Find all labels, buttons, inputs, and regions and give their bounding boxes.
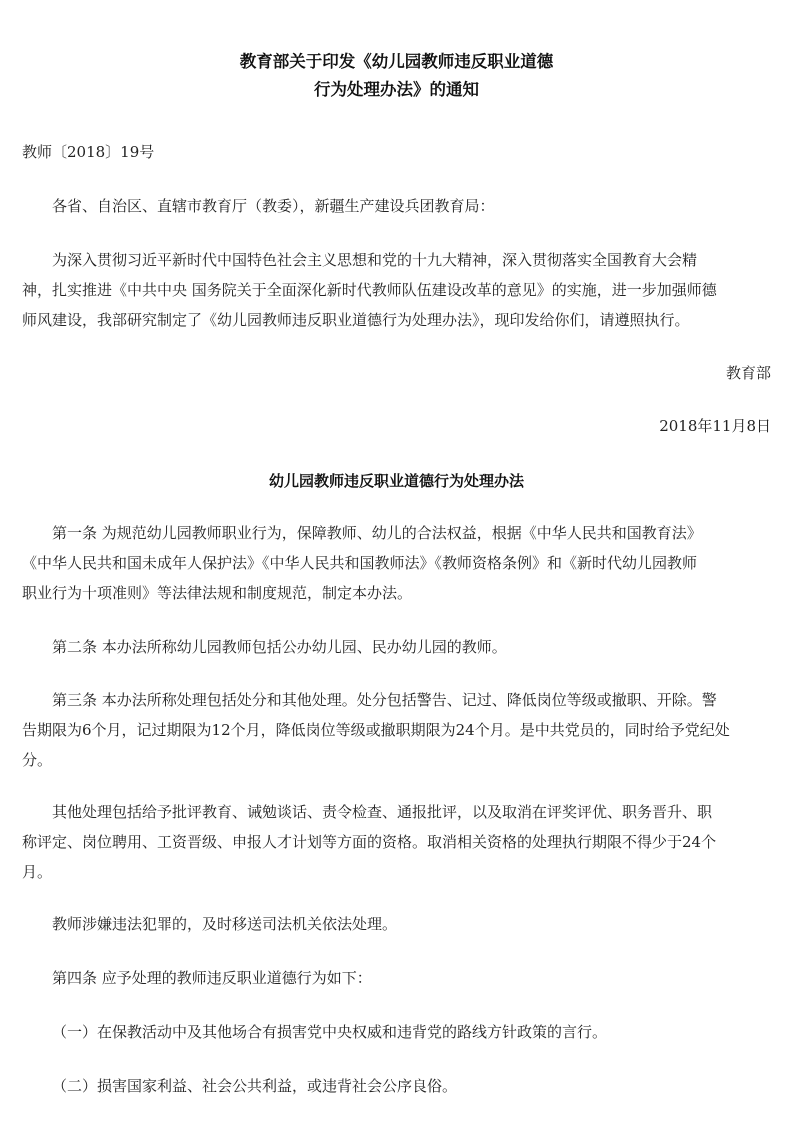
article-1-line: 第一条 为规范幼儿园教师职业行为，保障教师、幼儿的合法权益，根据《中华人民共和国教育法》 bbox=[52, 524, 702, 542]
article-1-line: 职业行为十项准则》等法律法规和制度规范，制定本办法。 bbox=[22, 584, 413, 602]
intro-paragraph-line: 师风建设，我部研究制定了《幼儿园教师违反职业道德行为处理办法》，现印发给你们，请遵照执行。 bbox=[22, 311, 690, 329]
criminal-referral-note: 教师涉嫌违法犯罪的，及时移送司法机关依法处理。 bbox=[52, 915, 398, 933]
article-1-line: 《中华人民共和国未成年人保护法》《中华人民共和国教师法》《教师资格条例》和《新时代幼儿园教师 bbox=[22, 554, 698, 572]
issue-date: 2018年11月8日 bbox=[659, 417, 771, 435]
intro-paragraph-line: 为深入贯彻习近平新时代中国特色社会主义思想和党的十九大精神，深入贯彻落实全国教育大会精 bbox=[52, 251, 698, 269]
article-4-item-2: （二）损害国家利益、社会公共利益，或违背社会公序良俗。 bbox=[52, 1077, 458, 1095]
issuer-signature: 教育部 bbox=[725, 364, 771, 382]
other-handling-line: 称评定、岗位聘用、工资晋级、申报人才计划等方面的资格。取消相关资格的处理执行期限不得少于24个 bbox=[22, 833, 717, 851]
notice-title-line-1: 教育部关于印发《幼儿园教师违反职业道德 bbox=[239, 52, 554, 71]
article-2: 第二条 本办法所称幼儿园教师包括公办幼儿园、民办幼儿园的教师。 bbox=[52, 638, 507, 656]
article-3-line: 第三条 本办法所称处理包括处分和其他处理。处分包括警告、记过、降低岗位等级或撤职、开除。警 bbox=[52, 691, 717, 709]
notice-title-line-2: 行为处理办法》的通知 bbox=[314, 80, 479, 99]
salutation: 各省、自治区、直辖市教育厅（教委），新疆生产建设兵团教育局： bbox=[52, 197, 495, 215]
document-number: 教师〔2018〕19号 bbox=[22, 143, 155, 161]
other-handling-line: 月。 bbox=[22, 863, 53, 881]
other-handling-line: 其他处理包括给予批评教育、诫勉谈话、责令检查、通报批评，以及取消在评奖评优、职务晋升、职 bbox=[52, 803, 713, 821]
measures-title: 幼儿园教师违反职业道德行为处理办法 bbox=[268, 472, 524, 490]
article-3-line: 告期限为6个月，记过期限为12个月，降低岗位等级或撤职期限为24个月。是中共党员的，同时给予党纪处 bbox=[22, 721, 730, 739]
article-3-line: 分。 bbox=[22, 751, 53, 769]
article-4-item-1: （一）在保教活动中及其他场合有损害党中央权威和违背党的路线方针政策的言行。 bbox=[52, 1023, 608, 1041]
article-4: 第四条 应予处理的教师违反职业道德行为如下： bbox=[52, 969, 372, 987]
intro-paragraph-line: 神，扎实推进《中共中央 国务院关于全面深化新时代教师队伍建设改革的意见》的实施，进一步加强师德 bbox=[22, 281, 717, 299]
